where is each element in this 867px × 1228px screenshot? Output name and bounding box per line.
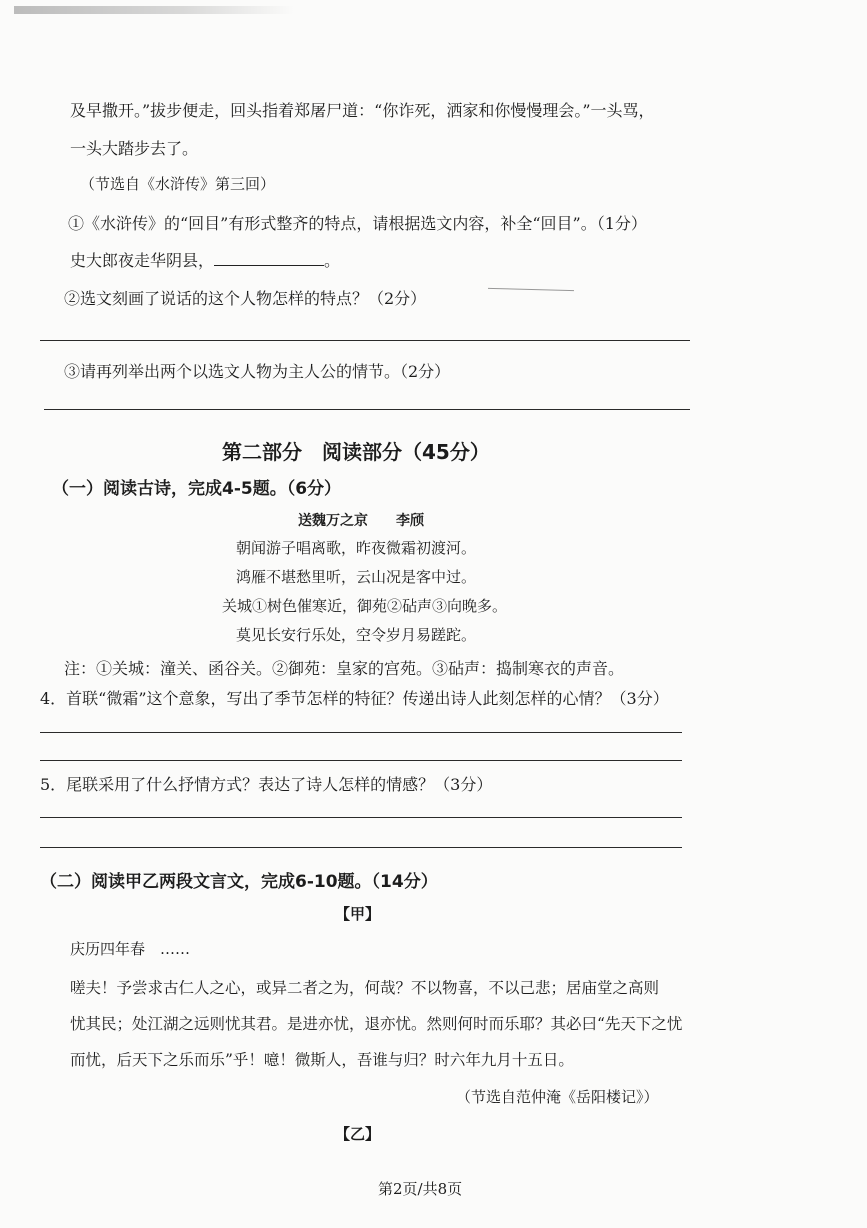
poem-note: 注：①关城：潼关、函谷关。②御苑：皇家的宫苑。③砧声：捣制寒衣的声音。 bbox=[64, 659, 625, 678]
passage-line: 忧其民；处江湖之远则忧其君。是进亦忧，退亦忧。然则何时而乐耶？其必曰“先天下之忧 bbox=[70, 1015, 683, 1033]
question-1-fill bbox=[70, 248, 340, 271]
answer-line[interactable] bbox=[40, 732, 682, 733]
answer-line[interactable] bbox=[40, 340, 690, 341]
poem-line: 鸿雁不堪愁里听，云山况是客中过。 bbox=[236, 568, 477, 586]
stray-mark bbox=[488, 288, 574, 291]
poem-line: 关城①树色催寒近，御苑②砧声③向晚多。 bbox=[222, 597, 508, 615]
scan-edge-artifact bbox=[14, 6, 294, 14]
question-2: ②选文刻画了说话的这个人物怎样的特点？（2分） bbox=[64, 289, 427, 308]
passage-source: （节选自范仲淹《岳阳楼记》） bbox=[456, 1088, 659, 1106]
section-title: （二）阅读甲乙两段文言文，完成6-10题。（14分） bbox=[40, 872, 438, 892]
passage-line: 而忧，后天下之乐而乐”乎！噫！微斯人，吾谁与归？时六年九月十五日。 bbox=[70, 1051, 574, 1069]
question-1: ①《水浒传》的“回目”有形式整齐的特点，请根据选文内容，补全“回目”。（1分） bbox=[68, 214, 647, 233]
answer-line[interactable] bbox=[40, 847, 682, 848]
passage-line: 嗟夫！予尝求古仁人之心，或异二者之为，何哉？不以物喜，不以己悲；居庙堂之高则 bbox=[70, 979, 660, 997]
fill-suffix: 。 bbox=[324, 251, 341, 270]
passage-source: （节选自《水浒传》第三回） bbox=[80, 175, 276, 193]
poem-line: 朝闻游子唱离歌，昨夜微霜初渡河。 bbox=[236, 539, 477, 557]
poem-line: 莫见长安行乐处，空令岁月易蹉跎。 bbox=[236, 626, 477, 644]
question-4: 4．首联“微霜”这个意象，写出了季节怎样的特征？传递出诗人此刻怎样的心情？（3分） bbox=[40, 689, 669, 708]
passage-line: 一头大踏步去了。 bbox=[70, 139, 199, 158]
answer-line[interactable] bbox=[40, 760, 682, 761]
poem-title: 送魏万之京 李颀 bbox=[298, 513, 424, 529]
passage-opening: 庆历四年春 …… bbox=[70, 940, 191, 958]
section-title: （一）阅读古诗，完成4-5题。（6分） bbox=[52, 479, 342, 499]
fill-prefix: 史大郎夜走华阴县， bbox=[70, 251, 215, 270]
page-number: 第2页/共8页 bbox=[378, 1180, 463, 1198]
question-3: ③请再列举出两个以选文人物为主人公的情节。（2分） bbox=[64, 362, 451, 381]
passage-line: 及早撒开。”拔步便走，回头指着郑屠尸道：“你诈死，洒家和你慢慢理会。”一头骂， bbox=[70, 101, 655, 120]
passage-label: 【乙】 bbox=[335, 1125, 381, 1143]
answer-line[interactable] bbox=[44, 409, 690, 410]
answer-blank[interactable] bbox=[214, 251, 324, 266]
question-5: 5．尾联采用了什么抒情方式？表达了诗人怎样的情感？（3分） bbox=[40, 775, 493, 794]
passage-label: 【甲】 bbox=[335, 905, 381, 923]
answer-line[interactable] bbox=[40, 817, 682, 818]
part-title: 第二部分 阅读部分（45分） bbox=[222, 440, 490, 464]
